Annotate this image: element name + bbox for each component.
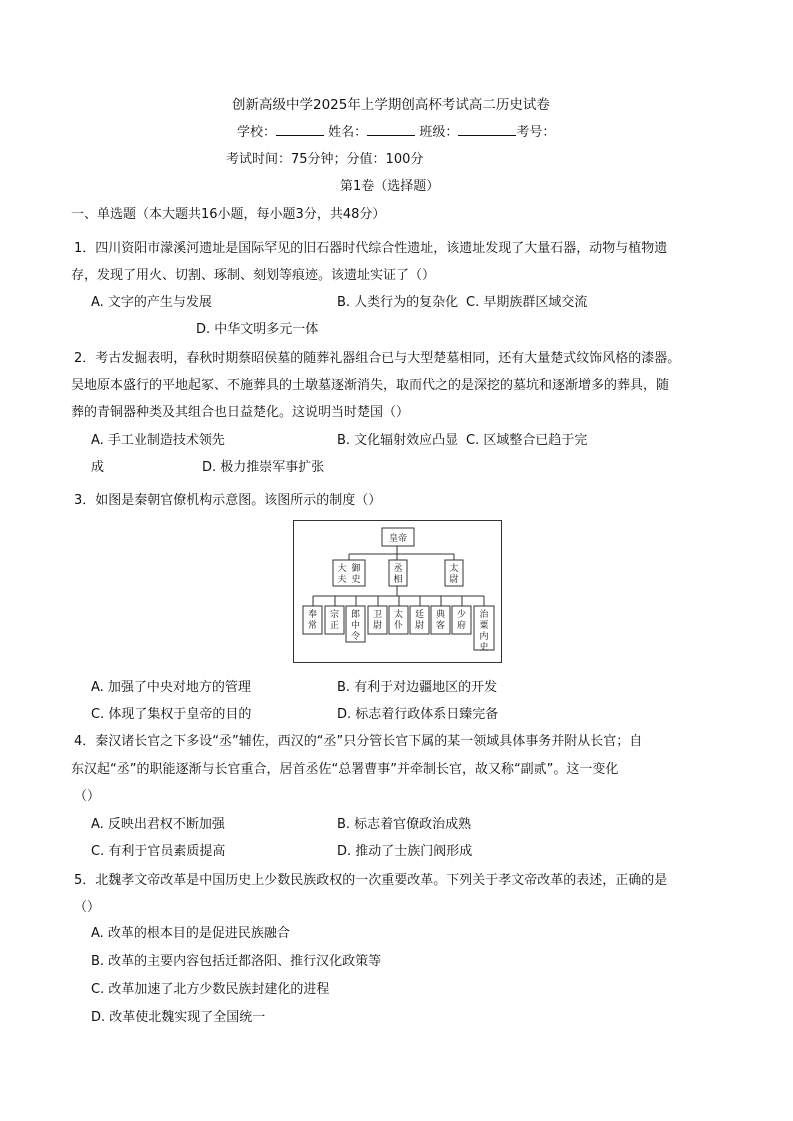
school-label: 学校：	[237, 125, 277, 140]
office-label-8: 少府	[456, 610, 467, 631]
q2-stem-line-1: 2．考古发掘表明，春秋时期蔡昭侯墓的随葬礼器组合已与大型楚墓相同，还有大量楚式纹饰风格的漆器。	[74, 351, 681, 366]
q1-option-a[interactable]: A. 文字的产生与发展	[91, 295, 212, 310]
office-label-6: 廷尉	[414, 610, 425, 631]
office-label-1: 奉常	[307, 610, 318, 631]
q5-stem-line-1: 5．北魏孝文帝改革是中国历史上少数民族政权的一次重要改革。下列关于孝文帝改革的表述，正确的是	[74, 873, 668, 888]
student-info-row	[237, 123, 555, 142]
q3-option-d[interactable]: D. 标志着行政体系日臻完备	[337, 707, 499, 722]
q1-stem-line-2: 存，发现了用火、切割、琢制、刻划等痕迹。该遗址实证了（）	[71, 268, 436, 283]
q3-option-b[interactable]: B. 有利于对边疆地区的开发	[337, 680, 498, 695]
q4-stem-line-2: 东汉起“丞”的职能逐渐与长官重合，居首丞佐“总署曹事”并牵制长官，故又称“副贰”。这一变化	[71, 762, 619, 777]
q4-option-a[interactable]: A. 反映出君权不断加强	[91, 817, 225, 832]
q5-stem-line-2: （）	[74, 900, 101, 915]
class-field[interactable]	[458, 123, 516, 136]
office-label-7: 典客	[435, 610, 446, 631]
q2-option-b[interactable]: B. 文化辐射效应凸显	[337, 433, 459, 448]
q2-stem-line-3: 葬的青铜器种类及其组合也日益楚化。这说明当时楚国（）	[71, 405, 410, 420]
q2-option-c-cont: 成	[91, 460, 105, 475]
q3-stem: 3．如图是秦朝官僚机构示意图。该图所示的制度（）	[74, 493, 382, 508]
q1-option-d[interactable]: D. 中华文明多元一体	[196, 322, 319, 337]
q4-option-b[interactable]: B. 标志着官僚政治成熟	[337, 817, 472, 832]
school-field[interactable]	[276, 123, 324, 136]
office-label-4: 卫尉	[372, 610, 383, 631]
exam-time-score: 考试时间：75分钟；分值：100分	[226, 152, 424, 167]
q5-option-a[interactable]: A. 改革的根本目的是促进民族融合	[91, 926, 290, 941]
q2-stem-line-2: 吴地原本盛行的平地起冢、不施葬具的土墩墓逐渐消失，取而代之的是深挖的墓坑和逐渐增多的葬具，随	[71, 378, 670, 393]
q4-option-c[interactable]: C. 有利于官员素质提高	[91, 844, 226, 859]
q4-stem-line-3: （）	[74, 789, 101, 804]
q2-option-c[interactable]: C. 区域整合已趋于完	[466, 433, 588, 448]
q2-option-a[interactable]: A. 手工业制造技术领先	[91, 433, 225, 448]
q4-stem-line-1: 4．秦汉诸长官之下多设“丞”辅佐，西汉的“丞”只分管长官下属的某一领域具体事务并附从长官；自	[74, 734, 643, 749]
q5-option-c[interactable]: C. 改革加速了北方少数民族封建化的进程	[91, 982, 330, 997]
name-field[interactable]	[367, 123, 415, 136]
censor-label: 大夫御史	[337, 564, 361, 585]
section-title: 一、单选题（本大题共16小题，每小题3分，共48分）	[71, 207, 386, 222]
chancellor-label: 丞相	[393, 564, 403, 585]
q2-option-d[interactable]: D. 极力推崇军事扩张	[202, 460, 325, 475]
q3-option-c[interactable]: C. 体现了集权于皇帝的目的	[91, 707, 252, 722]
q5-option-d[interactable]: D. 改革使北魏实现了全国统一	[91, 1010, 266, 1025]
q3-option-a[interactable]: A. 加强了中央对地方的管理	[91, 680, 251, 695]
q1-stem-line-1: 1．四川资阳市濛溪河遗址是国际罕见的旧石器时代综合性遗址，该遗址发现了大量石器，动物与植物遗	[74, 241, 668, 256]
name-label: 姓名：	[328, 125, 368, 140]
commandant-label: 太尉	[449, 564, 459, 585]
office-label-3: 郎中令	[350, 610, 361, 642]
class-label: 班级：	[419, 125, 459, 140]
q5-option-b[interactable]: B. 改革的主要内容包括迁都洛阳、推行汉化政策等	[91, 954, 382, 969]
office-label-9: 治粟内史	[479, 610, 489, 653]
number-label: 考号：	[516, 125, 556, 140]
q1-option-c[interactable]: C. 早期族群区域交流	[466, 295, 588, 310]
q4-option-d[interactable]: D. 推动了士族门阀形成	[337, 844, 473, 859]
q1-option-b[interactable]: B. 人类行为的复杂化	[337, 295, 459, 310]
diagram-top-label: 皇帝	[388, 534, 408, 544]
office-label-5: 太仆	[393, 610, 404, 631]
office-label-2: 宗正	[329, 610, 340, 631]
volume-title: 第1卷（选择题）	[340, 179, 440, 194]
qin-bureaucracy-diagram	[293, 520, 502, 663]
exam-title: 创新高级中学2025年上学期创高杯考试高二历史试卷	[232, 97, 550, 113]
